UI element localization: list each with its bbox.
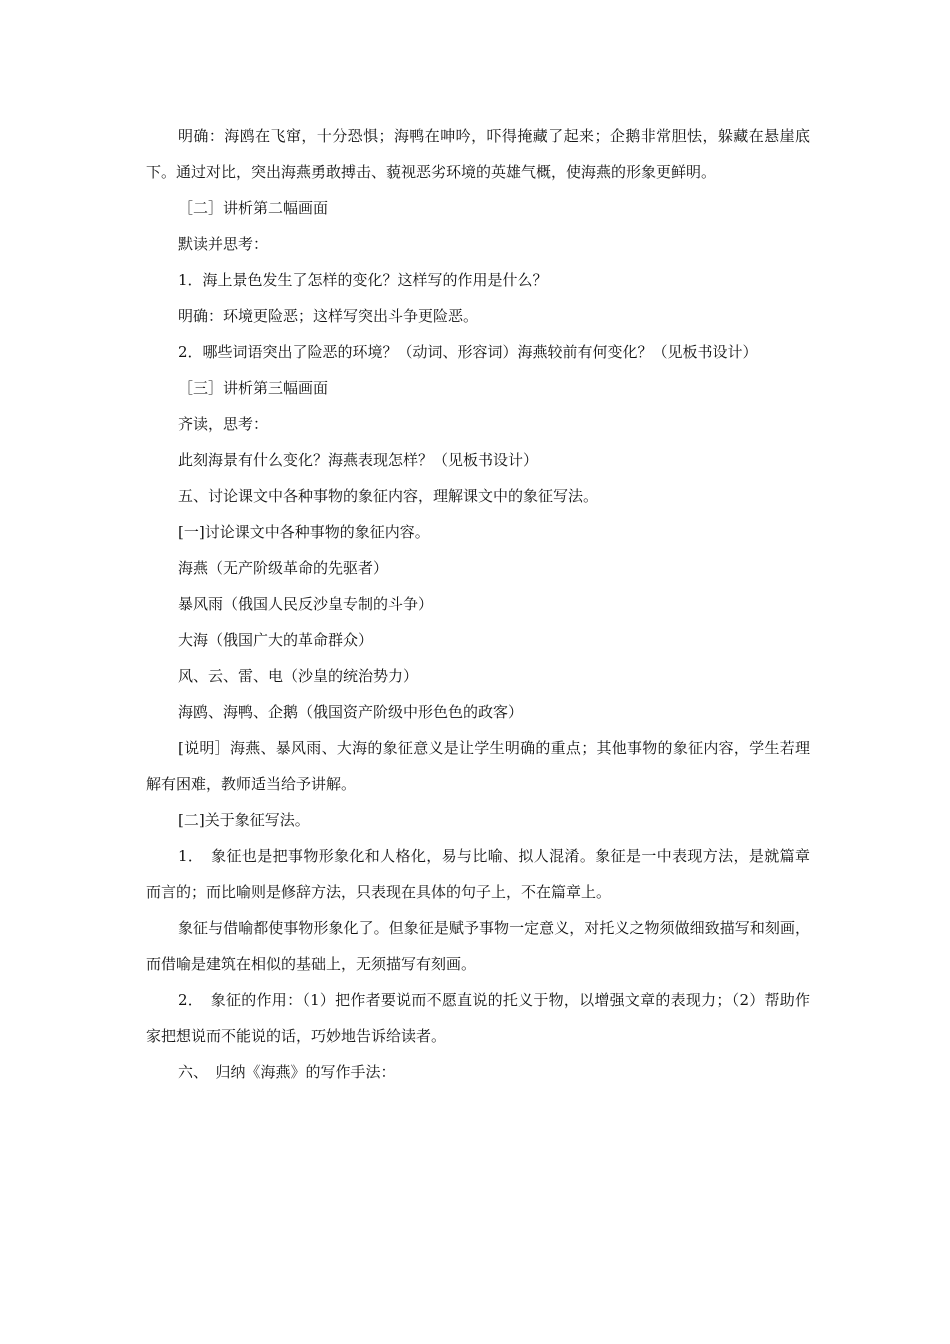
question-1: 1．海上景色发生了怎样的变化？这样写的作用是什么？ <box>178 271 548 289</box>
subsection-symbolism-content: [一]讨论课文中各种事物的象征内容。 <box>178 523 430 541</box>
instruction-silent-reading: 默读并思考： <box>178 235 269 253</box>
section-heading-third-scene: ［三］讲析第三幅画面 <box>178 379 329 397</box>
symbol-item-storm: 暴风雨（俄国人民反沙皇专制的斗争） <box>178 595 434 613</box>
paragraph-clarification-contrast: 明确：海鸥在飞窜，十分恐惧；海鸭在呻吟，吓得掩藏了起来；企鹅非常胆怯，躲藏在悬崖底下。通过对比，突出海燕勇敢搏击、藐视恶劣环境的英雄气概，使海燕的形象更鲜明。 <box>146 127 810 181</box>
symbol-item-elements: 风、云、雷、电（沙皇的统治势力） <box>178 667 419 685</box>
symbol-item-sea: 大海（俄国广大的革命群众） <box>178 631 374 649</box>
symbol-item-birds: 海鸥、海鸭、企鹅（俄国资产阶级中形色色的政客） <box>178 703 524 721</box>
section-heading-six: 六、 归纳《海燕》的写作手法： <box>178 1063 396 1081</box>
subsection-symbolism-method: [二]关于象征写法。 <box>178 811 310 829</box>
question-third-scene: 此刻海景有什么变化？海燕表现怎样？（见板书设计） <box>178 451 539 469</box>
section-heading-five: 五、讨论课文中各种事物的象征内容，理解课文中的象征写法。 <box>178 487 599 505</box>
paragraph-note: [说明］海燕、暴风雨、大海的象征意义是让学生明确的重点；其他事物的象征内容，学生若理解有困难，教师适当给予讲解。 <box>146 739 810 793</box>
instruction-read-aloud: 齐读，思考： <box>178 415 269 433</box>
answer-1: 明确：环境更险恶；这样写突出斗争更险恶。 <box>178 307 479 325</box>
paragraph-symbolism-vs-metaphor: 象征与借喻都使事物形象化了。但象征是赋予事物一定意义，对托义之物须做细致描写和刻画，而借喻是建筑在相似的基础上，无须描写有刻画。 <box>146 919 810 973</box>
paragraph-symbolism-point-2: 2． 象征的作用：（1）把作者要说而不愿直说的托义于物，以增强文章的表现力；（2）帮助作家把想说而不能说的话，巧妙地告诉给读者。 <box>146 991 810 1045</box>
symbol-item-petrel: 海燕（无产阶级革命的先驱者） <box>178 559 389 577</box>
document-page <box>146 118 810 1090</box>
section-heading-second-scene: ［二］讲析第二幅画面 <box>178 199 329 217</box>
paragraph-symbolism-point-1: 1． 象征也是把事物形象化和人格化，易与比喻、拟人混淆。象征是一中表现方法，是就篇章而言的；而比喻则是修辞方法，只表现在具体的句子上，不在篇章上。 <box>146 847 810 901</box>
question-2: 2．哪些词语突出了险恶的环境？（动词、形容词）海燕较前有何变化？（见板书设计） <box>178 343 758 361</box>
